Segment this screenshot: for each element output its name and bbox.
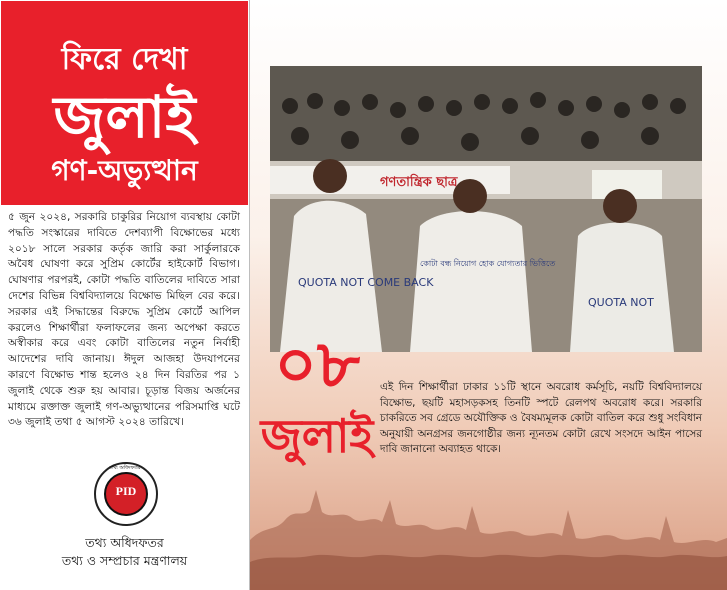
department-name: তথ্য অধিদফতর <box>85 535 164 550</box>
banner-text: গণতান্ত্রিক ছাত্র <box>380 175 458 190</box>
date-day: ০৮ <box>274 326 360 403</box>
protest-photo <box>270 66 702 352</box>
sign-text-2: কোটা বন্ধ নিয়োগ হোক যোগ্যতার ভিত্তিতে <box>420 259 556 268</box>
sign-text-3: QUOTA NOT <box>588 296 654 309</box>
sign-text-1: QUOTA NOT COME BACK <box>298 276 434 289</box>
event-description: এই দিন শিক্ষার্থীরা ঢাকার ১১টি স্থানে অবরোধ কর্মসূচি, নয়টি বিশ্ববিদ্যালয়ে বিক্ষোভ, ছয়টি মহাসড়কসহ তিনটি স্পটে রেলপথ অবরোধ করে। সরকারি চাকরিতে সব গ্রেডে অযৌক্তিক ও বৈষম্যমূলক কোটা বাতিল করে শুধু সংবিধান অনুযায়ী অনগ্রসর জনগোষ্ঠীর জন্য ন্যূনতম কোটা রেখে সংসদে আইন পাসের দাবি জানানো অব্যাহত থাকে। <box>380 381 702 456</box>
title-line-2: জুলাই <box>53 83 196 151</box>
logo-ring-text: তথ্য অধিদফতর <box>109 465 141 471</box>
title-block <box>1 1 248 205</box>
date-month: জুলাই <box>260 409 374 463</box>
title-line-3: গণ-অভ্যুত্থান <box>51 154 198 187</box>
pid-logo <box>94 462 158 526</box>
logo-badge <box>104 472 148 516</box>
history-paragraph: ৫ জুন ২০২৪, সরকারি চাকুরির নিয়োগ ব্যবস্থায় কোটা পদ্ধতি সংস্কারের দাবিতে দেশব্যাপী বিক্ষোভের মধ্যে ২০১৮ সালে সরকার কর্তৃক জারি করা সার্কুলারকে অবৈধ ঘোষণা করে সুপ্রিম কোর্টের হাইকোর্ট বিভাগ। ঘোষণার পরপরই, কোটা পদ্ধতি বাতিলের দাবিতে সারা দেশের বিভিন্ন বিশ্ববিদ্যালয়ে বিক্ষোভ মিছিল বের করে। সরকার এই সিদ্ধান্তের বিরুদ্ধে সুপ্রিম কোর্টে আপিল করলেও শিক্ষার্থীরা ফলাফলের জন্য অপেক্ষা করতে অস্বীকার করে এবং কোটা বাতিলের নতুন নির্বাহী আদেশের দাবি জানায়। ঈদুল আজহা উদযাপনের কারণে বিক্ষোভ শান্ত হলেও ২৪ দিন বিরতির পর ১ জুলাই থেকে শুরু হয় আবার। চূড়ান্ত বিজয় অর্জনের মাধ্যমে রক্তাক্ত জুলাই গণ-অভ্যুত্থানের পরিসমাপ্তি ঘটে ৩৬ জুলাই তথা ৫ আগস্ট ২০২৪ তারিখে। <box>8 211 240 429</box>
title-line-1: ফিরে দেখা <box>61 42 188 77</box>
crowd-silhouette <box>250 470 727 590</box>
ministry-name: তথ্য ও সম্প্রচার মন্ত্রণালয় <box>61 553 188 568</box>
left-column <box>0 0 249 590</box>
logo-text: PID <box>115 484 137 498</box>
